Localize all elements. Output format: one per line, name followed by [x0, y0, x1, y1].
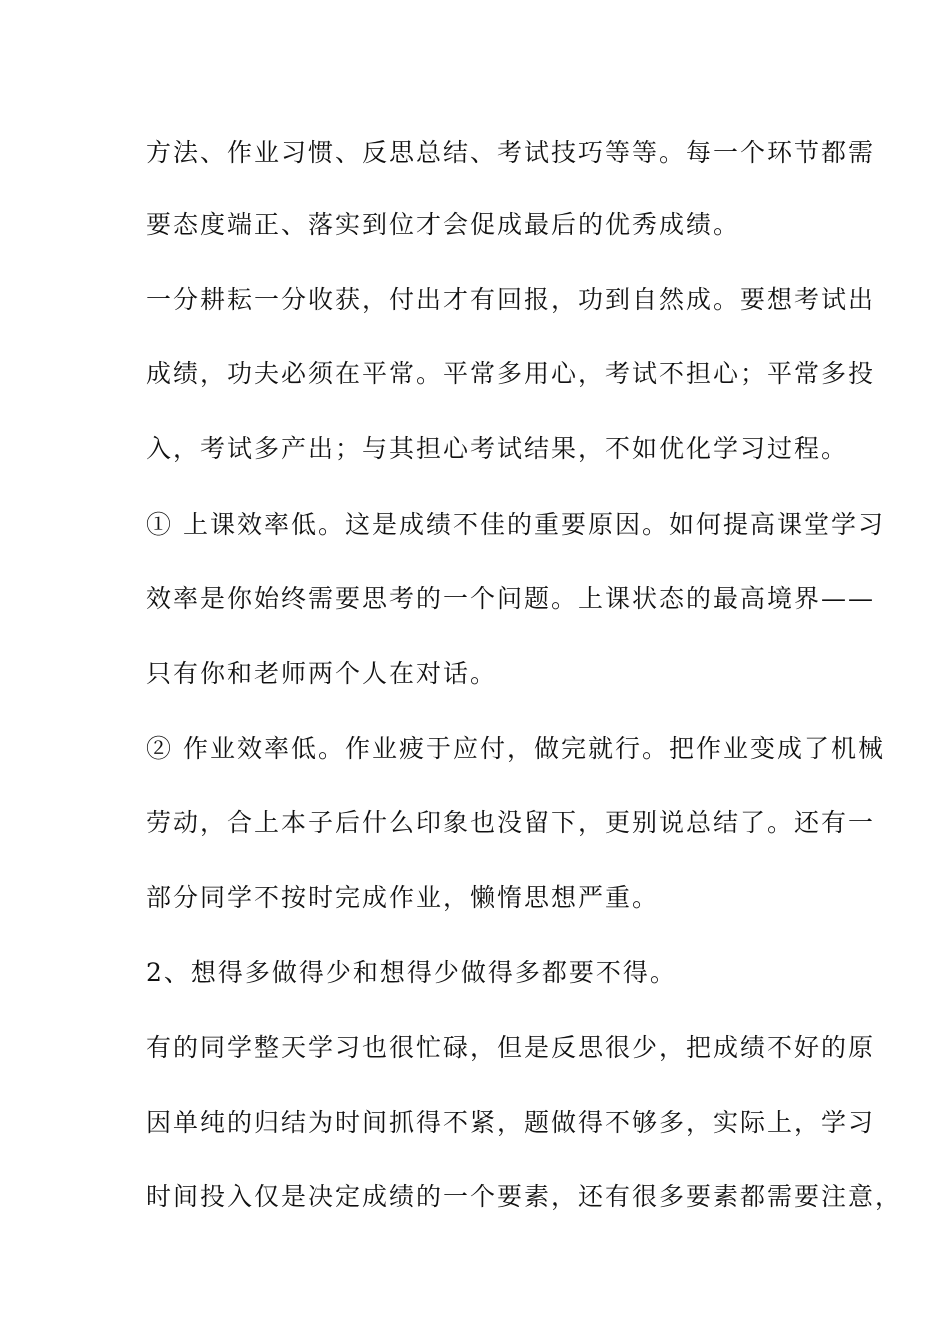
text-line: 一分耕耘一分收获，付出才有回报，功到自然成。要想考试出: [146, 285, 876, 314]
text-line: 有的同学整天学习也很忙碌，但是反思很少，把成绩不好的原: [146, 1033, 876, 1062]
text-line: 劳动，合上本子后什么印象也没留下，更别说总结了。还有一: [146, 808, 876, 837]
text-line: ② 作业效率低。作业疲于应付，做完就行。把作业变成了机械: [146, 734, 885, 763]
text-line: 时间投入仅是决定成绩的一个要素，还有很多要素都需要注意，: [146, 1182, 903, 1211]
text-line: 入，考试多产出；与其担心考试结果，不如优化学习过程。: [146, 434, 849, 463]
text-line: 要态度端正、落实到位才会促成最后的优秀成绩。: [146, 210, 741, 239]
text-line: 部分同学不按时完成作业，懒惰思想严重。: [146, 883, 660, 912]
text-line: 2、想得多做得少和想得少做得多都要不得。: [146, 958, 677, 987]
text-line: ① 上课效率低。这是成绩不佳的重要原因。如何提高课堂学习: [146, 510, 885, 539]
text-line: 方法、作业习惯、反思总结、考试技巧等等。每一个环节都需: [146, 138, 876, 167]
text-line: 只有你和老师两个人在对话。: [146, 659, 498, 688]
text-line: 效率是你始终需要思考的一个问题。上课状态的最高境界——: [146, 584, 876, 613]
text-line: 成绩，功夫必须在平常。平常多用心，考试不担心；平常多投: [146, 359, 876, 388]
text-line: 因单纯的归结为时间抓得不紧，题做得不够多，实际上，学习: [146, 1108, 876, 1137]
